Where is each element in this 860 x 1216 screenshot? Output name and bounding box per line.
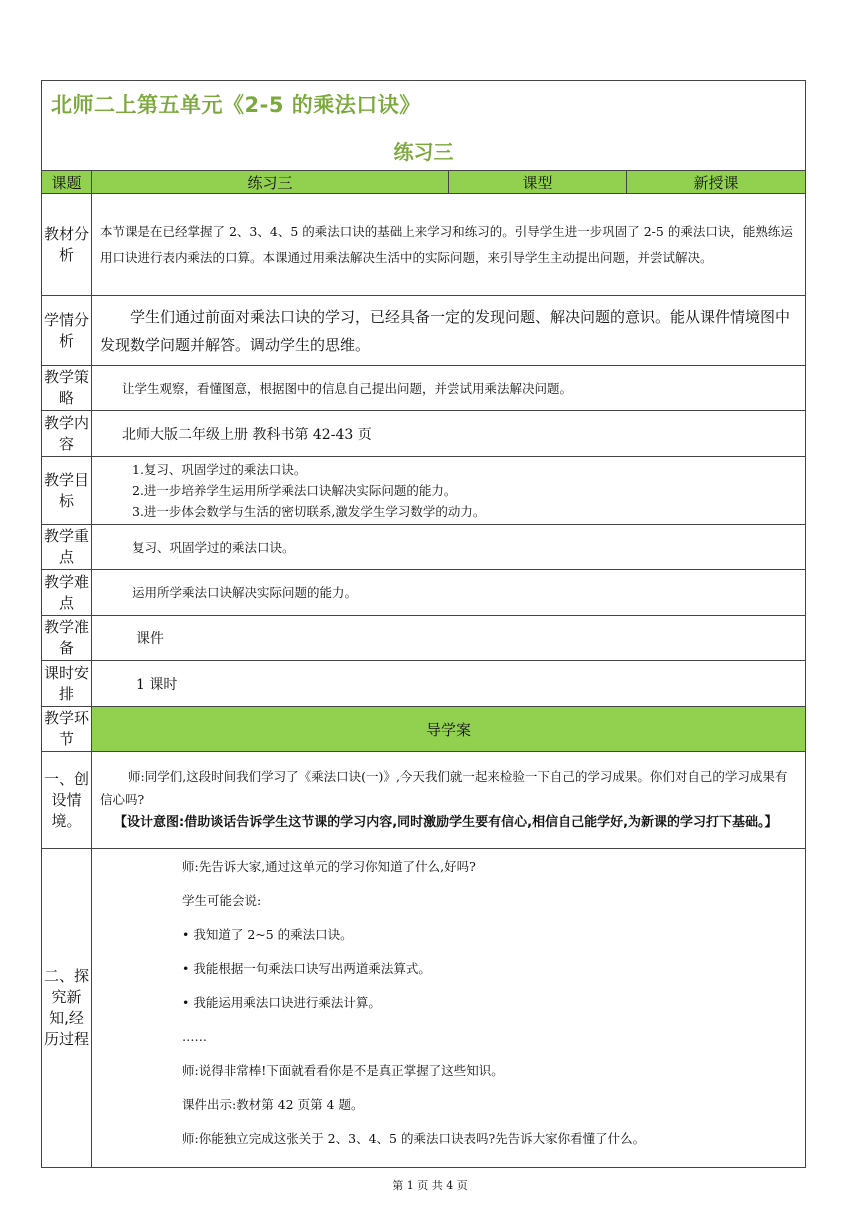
step2-line: 课件出示:教材第 42 页第 4 题。 xyxy=(182,1097,364,1112)
student-analysis-text: 学生们通过前面对乘法口诀的学习，已经具备一定的发现问题、解决问题的意识。能从课件情境图中发现数学问题并解答。调动学生的思维。 xyxy=(92,296,806,366)
schedule-text: 1 课时 xyxy=(92,661,806,707)
goal-item: 2.进一步培养学生运用所学乘法口诀解决实际问题的能力。 xyxy=(132,483,457,498)
schedule-label: 课时安排 xyxy=(42,661,92,707)
document-subtitle: 练习三 xyxy=(393,140,454,164)
step1-text: 师:同学们,这段时间我们学习了《乘法口诀(一)》,今天我们就一起来检验一下自己的学习成果。你们对自己的学习成果有信心吗? xyxy=(100,769,788,807)
textbook-analysis-text: 本节课是在已经掌握了 2、3、4、5 的乘法口诀的基础上来学习和练习的。引导学生进一步巩固了 2-5 的乘法口诀，能熟练运用口诀进行表内乘法的口算。本课通过用乘法解决生活中的实际问题，来引导学生主动提出问题，并尝试解决。 xyxy=(92,194,806,296)
goal-item: 3.进一步体会数学与生活的密切联系,激发学生学习数学的动力。 xyxy=(132,504,486,519)
strategy-text: 让学生观察，看懂图意，根据图中的信息自己提出问题，并尝试用乘法解决问题。 xyxy=(92,366,806,411)
step1-design-note: 【设计意图:借助谈话告诉学生这节课的学习内容,同时激励学生要有信心,相信自己能学好,为新课的学习打下基础。】 xyxy=(114,815,778,830)
step1-content xyxy=(92,752,806,849)
page-footer: 第 1 页 共 4 页 xyxy=(392,1179,468,1192)
difficulties-text: 运用所学乘法口诀解决实际问题的能力。 xyxy=(92,570,806,616)
step2-line: 师:先告诉大家,通过这单元的学习你知道了什么,好吗? xyxy=(182,859,476,874)
step2-line: …… xyxy=(182,1029,207,1044)
step2-line: 学生可能会说: xyxy=(182,893,262,908)
content-text: 北师大版二年级上册 教科书第 42-43 页 xyxy=(92,411,806,457)
key-points-text: 复习、巩固学过的乘法口诀。 xyxy=(92,525,806,570)
section-label: 教学环节 xyxy=(42,707,92,752)
step2-line: 师:说得非常棒!下面就看看你是不是真正掌握了这些知识。 xyxy=(182,1063,504,1078)
step2-line: 师:你能独立完成这张关于 2、3、4、5 的乘法口诀表吗?先告诉大家你看懂了什么。 xyxy=(182,1131,646,1146)
type-label: 课型 xyxy=(449,171,627,194)
topic-value: 练习三 xyxy=(92,171,449,194)
step2-content xyxy=(92,849,806,1168)
document-title: 北师二上第五单元《2-5 的乘法口诀》 xyxy=(51,93,421,117)
type-value: 新授课 xyxy=(627,171,806,194)
lesson-plan-table xyxy=(41,80,806,1168)
goals-list xyxy=(92,457,806,525)
student-analysis-label: 学情分析 xyxy=(42,296,92,366)
preparation-label: 教学准备 xyxy=(42,616,92,661)
goals-label: 教学目标 xyxy=(42,457,92,525)
strategy-label: 教学策略 xyxy=(42,366,92,411)
key-points-label: 教学重点 xyxy=(42,525,92,570)
step2-line: • 我知道了 2~5 的乘法口诀。 xyxy=(182,927,353,942)
goal-item: 1.复习、巩固学过的乘法口诀。 xyxy=(132,462,307,477)
step2-label: 二、探究新知,经历过程 xyxy=(42,849,92,1168)
preparation-text: 课件 xyxy=(92,616,806,661)
section-heading: 导学案 xyxy=(92,707,806,752)
difficulties-label: 教学难点 xyxy=(42,570,92,616)
topic-label: 课题 xyxy=(42,171,92,194)
step2-line: • 我能运用乘法口诀进行乘法计算。 xyxy=(182,995,381,1010)
step2-line: • 我能根据一句乘法口诀写出两道乘法算式。 xyxy=(182,961,431,976)
title-cell xyxy=(42,81,806,171)
textbook-analysis-label: 教材分析 xyxy=(42,194,92,296)
content-label: 教学内容 xyxy=(42,411,92,457)
step1-label: 一、创设情境。 xyxy=(42,752,92,849)
